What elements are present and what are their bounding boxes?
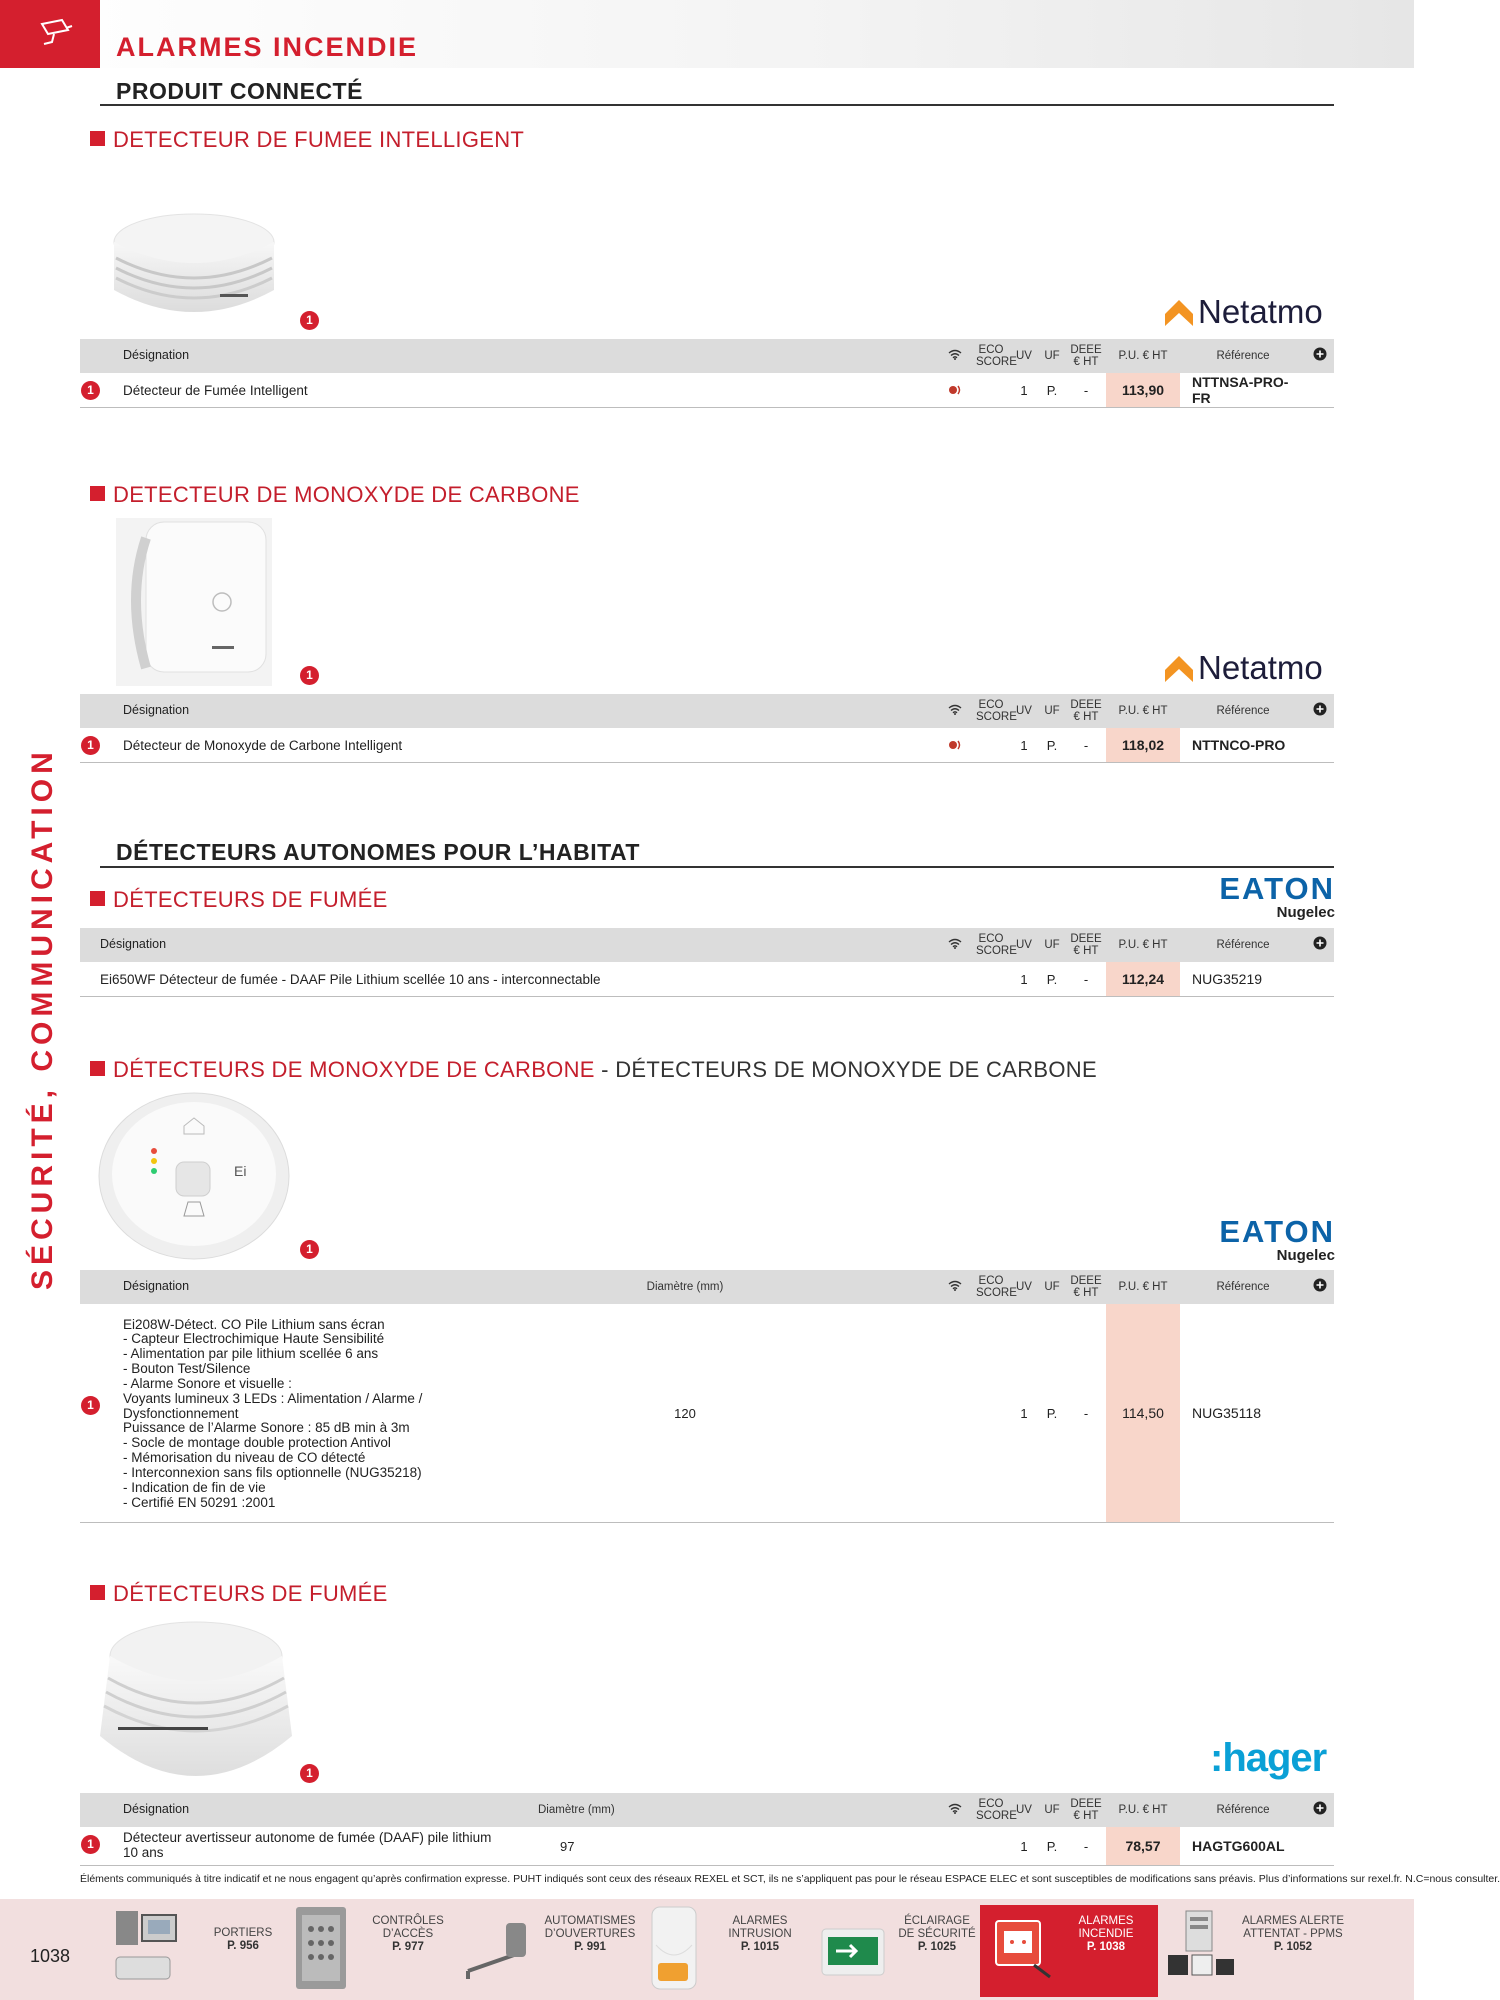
add-icon[interactable] [1306, 339, 1334, 373]
wifi-icon [938, 1793, 972, 1827]
cell-reference[interactable]: NUG35118 [1180, 1304, 1306, 1523]
cell-uv: 1 [1010, 962, 1038, 997]
wifi-icon [938, 928, 972, 962]
product-table-co-detectors-eaton [80, 1270, 1334, 1523]
keypad-icon [294, 1905, 348, 1991]
siren-icon [648, 1905, 702, 1993]
header-eco-score: ECO SCORE [972, 1793, 1010, 1827]
cell-uf: P. [1038, 1827, 1066, 1866]
header-eco-score: ECO SCORE [972, 1270, 1010, 1304]
header-designation: Désignation [80, 694, 938, 728]
header-diameter: Diamètre (mm) [534, 1270, 836, 1304]
bullet-square-icon [90, 131, 105, 146]
fire-alarm-call-point-icon [990, 1913, 1056, 1985]
product-image-co-alarm [96, 1090, 292, 1262]
cell-deee: - [1066, 373, 1106, 408]
cell-reference[interactable]: NTTNCO-PRO [1180, 728, 1306, 763]
connected-product-icon [938, 373, 972, 408]
cell-designation: Ei650WF Détecteur de fumée - DAAF Pile Lithium scellée 10 ans - interconnectable [80, 962, 938, 997]
brand-logo-eaton: EATON Nugelec [1219, 1214, 1335, 1264]
header-eco-score: ECO SCORE [972, 928, 1010, 962]
emergency-exit-icon [816, 1907, 886, 1991]
footer-nav-alarmes-intrusion[interactable]: ALARMES INTRUSION P. 1015 [644, 1905, 816, 1997]
add-icon[interactable] [1306, 1270, 1334, 1304]
gate-motor-icon [464, 1915, 536, 1991]
header-price: P.U. € HT [1106, 339, 1180, 373]
cell-deee: - [1066, 1304, 1106, 1523]
table-row [80, 728, 1334, 763]
cell-designation: Détecteur de Fumée Intelligent [80, 373, 938, 408]
header-reference: Référence [1180, 1270, 1306, 1304]
side-category-label: SÉCURITÉ, COMMUNICATION [26, 747, 59, 1290]
header-uf: UF [1038, 928, 1066, 962]
header-price: P.U. € HT [1106, 928, 1180, 962]
wifi-icon [938, 339, 972, 373]
product-table-smoke-detectors-eaton [80, 928, 1334, 997]
footer-nav-alarmes-incendie[interactable]: ALARMES INCENDIE P. 1038 [980, 1905, 1158, 1997]
product-image-smoke-detector [108, 172, 280, 332]
cell-diameter: 97 [534, 1827, 836, 1866]
connected-product-icon [938, 728, 972, 763]
subtitle-smoke-detectors-hager: DÉTECTEURS DE FUMÉE [90, 1581, 388, 1607]
footer-nav-automatismes[interactable]: AUTOMATISMES D’OUVERTURES P. 991 [464, 1905, 644, 1997]
svg-text:Ei: Ei [234, 1163, 247, 1179]
netatmo-logo-icon [1164, 299, 1194, 327]
section-title-connected: PRODUIT CONNECTÉ [116, 78, 363, 104]
cell-uf: P. [1038, 962, 1066, 997]
footer-nav-eclairage-securite[interactable]: ÉCLAIRAGE DE SÉCURITÉ P. 1025 [816, 1905, 980, 1997]
product-badge: 1 [300, 1764, 319, 1783]
wifi-icon [938, 1270, 972, 1304]
product-badge: 1 [300, 1240, 319, 1259]
cell-deee: - [1066, 1827, 1106, 1866]
cell-uv: 1 [1010, 1827, 1038, 1866]
category-title: ALARMES INCENDIE [116, 32, 419, 62]
header-uv: UV [1010, 1793, 1038, 1827]
product-image-hager-smoke-detector [96, 1616, 296, 1786]
brand-logo-netatmo: Netatmo [1164, 293, 1323, 331]
cell-designation: Détecteur avertisseur autonome de fumée (DAAF) pile lithium 10 ans [80, 1827, 534, 1866]
product-table-smoke-detector [80, 339, 1334, 408]
brand-logo-netatmo: Netatmo [1164, 649, 1323, 687]
row-badge: 1 [81, 381, 100, 400]
header-price: P.U. € HT [1106, 694, 1180, 728]
cell-designation: Détecteur de Monoxyde de Carbone Intelligent [80, 728, 938, 763]
header-uf: UF [1038, 339, 1066, 373]
header-uf: UF [1038, 1270, 1066, 1304]
add-icon[interactable] [1306, 694, 1334, 728]
header-deee: DEEE € HT [1066, 339, 1106, 373]
netatmo-logo-icon [1164, 655, 1194, 683]
header-designation: Désignation [80, 1270, 534, 1304]
cell-diameter: 120 [534, 1304, 836, 1523]
cell-price: 114,50 [1106, 1304, 1180, 1523]
header-eco-score: ECO SCORE [972, 694, 1010, 728]
header-price: P.U. € HT [1106, 1793, 1180, 1827]
header-deee: DEEE € HT [1066, 1270, 1106, 1304]
header-uv: UV [1010, 928, 1038, 962]
row-badge: 1 [81, 1835, 100, 1854]
brand-logo-eaton: EATON Nugelec [1219, 871, 1335, 921]
cell-uf: P. [1038, 728, 1066, 763]
product-table-smoke-detectors-hager [80, 1793, 1334, 1866]
footer-nav-controles-acces[interactable]: CONTRÔLES D’ACCÈS P. 977 [288, 1905, 464, 1997]
brand-logo-hager: :hager [1210, 1736, 1327, 1780]
cell-uf: P. [1038, 373, 1066, 408]
camera-icon [40, 18, 74, 46]
add-icon[interactable] [1306, 928, 1334, 962]
cell-uv: 1 [1010, 1304, 1038, 1523]
cell-designation: Ei208W-Détect. CO Pile Lithium sans écran - Capteur Electrochimique Haute Sensibilité - Alimentation par pile lithium scellée 6 ans - Bouton Test/Silence - Alarme Sonore et visuelle : Voyants lumineux 3 LEDs : Alimentation / Alarme / Dysfonctionnement Puissance de l’Alarme Sonore : 85 dB min à 3m - Socle de montage double protection Antivol - Mémorisation du niveau de CO détecté - Interconnexion sans fils optionnelle (NUG35218) - Indication de fin de vie - Certifié EN 50291 :2001 [80, 1304, 534, 1523]
header-price: P.U. € HT [1106, 1270, 1180, 1304]
cell-uv: 1 [1010, 373, 1038, 408]
header-deee: DEEE € HT [1066, 694, 1106, 728]
bullet-square-icon [90, 891, 105, 906]
cell-deee: - [1066, 962, 1106, 997]
header-uv: UV [1010, 1270, 1038, 1304]
cell-uf: P. [1038, 1304, 1066, 1523]
bullet-square-icon [90, 1061, 105, 1076]
section-title-autonomous: DÉTECTEURS AUTONOMES POUR L’HABITAT [116, 839, 640, 865]
header-designation: Désignation [80, 339, 938, 373]
product-table-co-detector [80, 694, 1334, 763]
cell-price: 78,57 [1106, 1827, 1180, 1866]
row-badge: 1 [81, 736, 100, 755]
table-row [80, 962, 1334, 997]
add-icon[interactable] [1306, 1793, 1334, 1827]
section-rule [100, 104, 1334, 106]
section-rule [100, 866, 1334, 868]
cell-deee: - [1066, 728, 1106, 763]
footer-nav-alarmes-alerte[interactable]: ALARMES ALERTE ATTENTAT - PPMS P. 1052 [1158, 1905, 1348, 1997]
header-reference: Référence [1180, 694, 1306, 728]
header-uf: UF [1038, 694, 1066, 728]
table-row [80, 1304, 1334, 1523]
ppms-alert-system-icon [1164, 1907, 1236, 1993]
header-designation: Désignation [80, 1793, 534, 1827]
header-designation: Désignation [80, 928, 938, 962]
cell-reference[interactable]: HAGTG600AL [1180, 1827, 1306, 1866]
header-reference: Référence [1180, 339, 1306, 373]
product-badge: 1 [300, 311, 319, 330]
category-tab [0, 0, 100, 68]
bullet-square-icon [90, 486, 105, 501]
product-badge: 1 [300, 666, 319, 685]
page-number: 1038 [30, 1946, 71, 1966]
header-diameter: Diamètre (mm) [534, 1793, 836, 1827]
cell-reference[interactable]: NUG35219 [1180, 962, 1306, 997]
header-reference: Référence [1180, 928, 1306, 962]
subtitle-co-detector: DETECTEUR DE MONOXYDE DE CARBONE [90, 482, 580, 508]
cell-price: 112,24 [1106, 962, 1180, 997]
product-image-co-detector [116, 518, 272, 686]
table-row [80, 1827, 1334, 1866]
wifi-icon [938, 694, 972, 728]
cell-reference[interactable]: NTTNSA-PRO-FR [1180, 373, 1306, 408]
header-deee: DEEE € HT [1066, 1793, 1106, 1827]
footer-nav-portiers[interactable]: PORTIERS P. 956 [108, 1905, 288, 1997]
subtitle-smoke-detectors: DÉTECTEURS DE FUMÉE [90, 887, 388, 913]
header-uf: UF [1038, 1793, 1066, 1827]
bullet-square-icon [90, 1585, 105, 1600]
header-reference: Référence [1180, 1793, 1306, 1827]
header-deee: DEEE € HT [1066, 928, 1106, 962]
subtitle-smoke-detector: DETECTEUR DE FUMEE INTELLIGENT [90, 127, 524, 153]
disclaimer-text: Éléments communiqués à titre indicatif et ne nous engagent qu’après confirmation expresse. PUHT indiqués sont ceux des réseaux REXEL et SCT, ils ne s’appliquent pas pour le réseau ESPACE ELEC et sont susceptibles de modifications sans préavis. Plus d’informations sur rexel.fr. N.C=nous consulter. [80, 1873, 1500, 1885]
subtitle-co-detectors: DÉTECTEURS DE MONOXYDE DE CARBONE - DÉTECTEURS DE MONOXYDE DE CARBONE [90, 1057, 1097, 1083]
cell-price: 118,02 [1106, 728, 1180, 763]
header-uv: UV [1010, 694, 1038, 728]
table-row [80, 373, 1334, 408]
header-uv: UV [1010, 339, 1038, 373]
intercom-icon [112, 1907, 180, 1991]
cell-uv: 1 [1010, 728, 1038, 763]
header-eco-score: ECO SCORE [972, 339, 1010, 373]
cell-price: 113,90 [1106, 373, 1180, 408]
row-badge: 1 [81, 1396, 100, 1415]
